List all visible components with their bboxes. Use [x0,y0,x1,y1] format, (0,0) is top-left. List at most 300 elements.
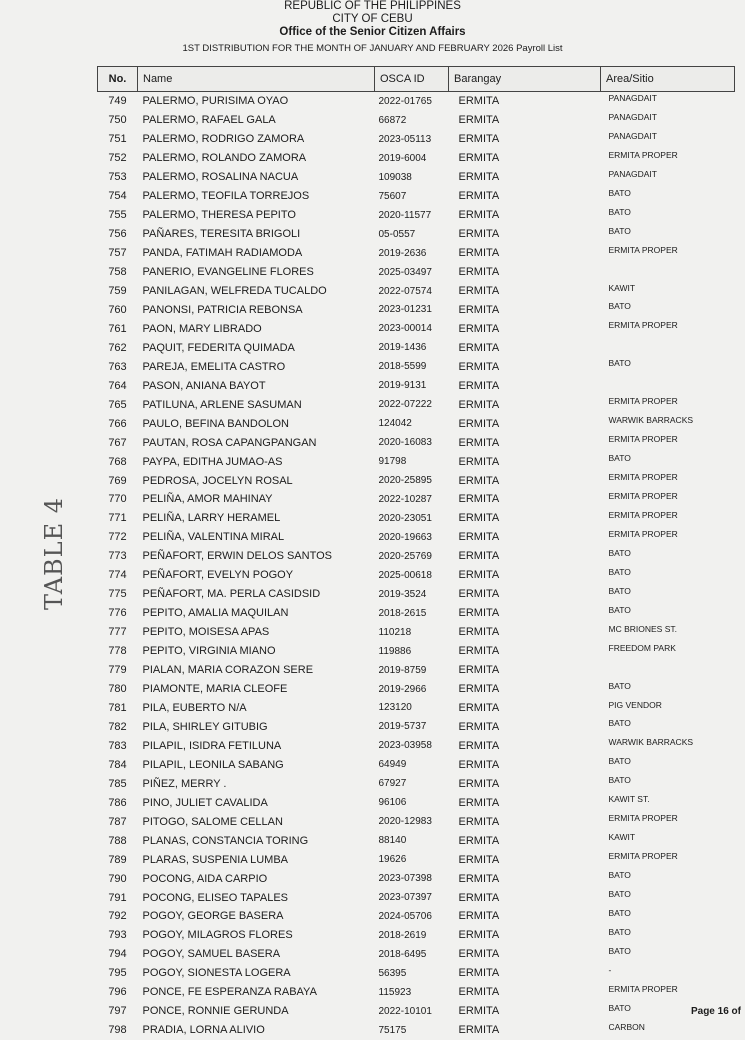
table-row [98,774,735,793]
cell-name: PALERMO, ROSALINA NACUA [142,171,299,184]
table-row [98,149,735,168]
cell-name: PITOGO, SALOME CELLAN [142,815,283,828]
cell-name: PAON, MARY LIBRADO [142,322,262,335]
handwritten-annotation: TABLE 4 [40,496,68,610]
table-row [98,680,735,699]
cell-area: BATO [608,301,631,312]
cell-area: CARBON [608,1021,645,1032]
cell-area: ERMITA PROPER [608,244,678,255]
cell-osca-id: 2023-00014 [378,323,432,335]
cell-name: PAÑARES, TERESITA BRIGOLI [142,228,301,241]
cell-area: BATO [608,206,631,217]
table-row [98,490,735,509]
table-row [98,111,735,130]
cell-barangay: ERMITA [458,891,500,904]
cell-barangay: ERMITA [458,872,500,885]
cell-osca-id: 123120 [378,702,412,714]
cell-area: PANAGDAIT [608,168,657,179]
cell-barangay: ERMITA [458,228,500,241]
cell-name: POCONG, AIDA CARPIO [142,872,268,885]
table-row [98,926,735,945]
cell-name: PAUTAN, ROSA CAPANGPANGAN [142,436,317,449]
page-footer: Page 16 of [690,1006,741,1017]
cell-no: 764 [108,379,127,392]
cell-name: POGOY, MILAGROS FLORES [142,929,293,942]
cell-no: 753 [108,171,127,184]
table-row [98,1002,735,1021]
cell-name: PALERMO, TEOFILA TORREJOS [142,190,310,203]
cell-name: PEÑAFORT, EVELYN POGOY [142,569,294,582]
cell-no: 768 [108,455,127,468]
cell-osca-id: 2020-16083 [378,437,432,449]
cell-no: 791 [108,891,127,904]
cell-osca-id: 2020-11577 [378,209,432,221]
table-row [98,604,735,623]
cell-barangay: ERMITA [458,683,500,696]
cell-osca-id: 2018-2619 [378,929,427,941]
table-row [98,263,735,282]
cell-barangay: ERMITA [458,929,500,942]
cell-name: PALERMO, RODRIGO ZAMORA [142,133,305,146]
cell-osca-id: 2020-25895 [378,475,432,487]
cell-area: BATO [608,945,631,956]
cell-name: POCONG, ELISEO TAPALES [142,891,288,904]
cell-no: 789 [108,853,127,866]
cell-name: PILAPIL, ISIDRA FETILUNA [142,739,282,752]
cell-no: 783 [108,739,127,752]
cell-osca-id: 2023-03958 [378,740,432,752]
col-header-osca: OSCA ID [375,67,449,92]
cell-barangay: ERMITA [458,455,500,468]
table-row [98,907,735,926]
cell-no: 771 [108,512,127,525]
cell-no: 756 [108,228,127,241]
cell-no: 792 [108,910,127,923]
cell-barangay: ERMITA [458,796,500,809]
payroll-table-container [97,66,734,1040]
table-row [98,395,735,414]
cell-barangay: ERMITA [458,1024,500,1037]
cell-barangay: ERMITA [458,341,500,354]
table-row [98,414,735,433]
cell-area: BATO [608,870,631,881]
cell-osca-id: 2022-10287 [378,493,432,505]
cell-area: BATO [608,680,631,691]
table-row [98,338,735,357]
cell-osca-id: 2019-2636 [378,247,427,259]
cell-no: 770 [108,493,127,506]
cell-name: PASON, ANIANA BAYOT [142,379,266,392]
table-row [98,566,735,585]
cell-name: PAYPA, EDITHA JUMAO-AS [142,455,283,468]
cell-osca-id: 2020-12983 [378,816,432,828]
cell-name: PANERIO, EVANGELINE FLORES [142,266,314,279]
table-row [98,623,735,642]
cell-barangay: ERMITA [458,398,500,411]
cell-name: PEPITO, VIRGINIA MIANO [142,645,276,658]
header-distribution: 1ST DISTRIBUTION FOR THE MONTH OF JANUARY AND FEBRUARY 2026 Payroll List [182,43,563,54]
cell-area: KAWIT ST. [608,794,650,805]
cell-barangay: ERMITA [458,777,500,790]
cell-barangay: ERMITA [458,607,500,620]
cell-osca-id: 56395 [378,967,407,979]
cell-osca-id: 91798 [378,456,407,468]
cell-no: 761 [108,322,127,335]
cell-area: BATO [608,585,631,596]
cell-barangay: ERMITA [458,588,500,601]
cell-no: 749 [108,95,127,108]
cell-barangay: ERMITA [458,417,500,430]
cell-barangay: ERMITA [458,436,500,449]
cell-barangay: ERMITA [458,758,500,771]
cell-area: ERMITA PROPER [608,320,678,331]
cell-area: KAWIT [608,282,636,293]
cell-name: PALERMO, ROLANDO ZAMORA [142,152,307,165]
cell-barangay: ERMITA [458,701,500,714]
cell-area: ERMITA PROPER [608,813,678,824]
col-header-name: Name [138,67,375,92]
cell-name: PEDROSA, JOCELYN ROSAL [142,474,293,487]
cell-osca-id: 2019-3524 [378,588,427,600]
cell-osca-id: 2018-5599 [378,361,427,373]
cell-area: ERMITA PROPER [608,491,678,502]
table-row [98,983,735,1002]
cell-barangay: ERMITA [458,190,500,203]
cell-osca-id: 124042 [378,418,412,430]
cell-no: 752 [108,152,127,165]
cell-barangay: ERMITA [458,303,500,316]
cell-osca-id: 2022-10101 [378,1005,432,1017]
cell-area [601,338,735,357]
cell-osca-id: 2019-2966 [378,683,427,695]
cell-name: PALERMO, PURISIMA OYAO [142,95,289,108]
cell-name: PELIÑA, VALENTINA MIRAL [142,531,285,544]
cell-osca-id: 2023-07398 [378,873,432,885]
cell-area: PANAGDAIT [608,111,657,122]
cell-name: PALERMO, THERESA PEPITO [142,209,296,222]
header-city: CITY OF CEBU [332,13,413,25]
table-row [98,736,735,755]
cell-name: PAQUIT, FEDERITA QUIMADA [142,341,295,354]
cell-osca-id: 2019-6004 [378,152,427,164]
cell-no: 790 [108,872,127,885]
cell-osca-id: 2018-6495 [378,948,427,960]
payroll-table [97,66,735,1040]
cell-osca-id: 2025-00618 [378,569,432,581]
table-row [98,661,735,680]
cell-osca-id: 05-0557 [378,228,416,240]
cell-name: PRADIA, LORNA ALIVIO [142,1024,265,1037]
cell-name: PLARAS, SUSPENIA LUMBA [142,853,288,866]
cell-area: BATO [608,889,631,900]
table-row [98,319,735,338]
cell-name: PAREJA, EMELITA CASTRO [142,360,286,373]
cell-osca-id: 19626 [378,854,407,866]
table-row [98,130,735,149]
cell-area: BATO [608,907,631,918]
cell-no: 776 [108,607,127,620]
table-row [98,300,735,319]
cell-no: 760 [108,303,127,316]
cell-osca-id: 115923 [378,986,412,998]
cell-name: PEÑAFORT, ERWIN DELOS SANTOS [142,550,332,563]
cell-no: 780 [108,683,127,696]
cell-name: PANILAGAN, WELFREDA TUCALDO [142,285,327,297]
cell-name: PALERMO, RAFAEL GALA [142,114,276,127]
cell-barangay: ERMITA [458,285,500,297]
cell-osca-id: 2018-2615 [378,607,427,619]
cell-barangay: ERMITA [458,379,500,392]
cell-osca-id: 110218 [378,626,412,638]
cell-barangay: ERMITA [458,266,500,279]
col-header-barangay: Barangay [449,67,601,92]
cell-barangay: ERMITA [458,322,500,335]
cell-osca-id: 2020-19663 [378,531,432,543]
cell-no: 798 [108,1024,127,1037]
table-row [98,244,735,263]
cell-osca-id: 2022-01765 [378,95,432,107]
table-row [98,831,735,850]
table-row [98,168,735,187]
table-row [98,282,735,301]
cell-name: POGOY, SAMUEL BASERA [142,948,281,961]
cell-no: 759 [108,285,127,297]
cell-barangay: ERMITA [458,664,500,677]
table-row [98,869,735,888]
cell-name: PIÑEZ, MERRY . [142,777,227,790]
cell-no: 769 [108,474,127,487]
cell-area: WARWIK BARRACKS [608,415,694,426]
col-header-area: Area/Sitio [601,67,735,92]
cell-osca-id: 2024-05706 [378,910,432,922]
cell-name: PIAMONTE, MARIA CLEOFE [142,683,288,696]
cell-osca-id: 2023-01231 [378,304,432,316]
table-row [98,547,735,566]
table-row [98,225,735,244]
cell-no: 757 [108,247,127,260]
cell-no: 772 [108,531,127,544]
table-row [98,433,735,452]
table-row [98,187,735,206]
table-row [98,452,735,471]
table-row [98,888,735,907]
cell-osca-id: 2019-9131 [378,380,427,392]
cell-no: 781 [108,701,127,714]
cell-no: 786 [108,796,127,809]
cell-area: BATO [608,926,631,937]
cell-area: ERMITA PROPER [608,528,678,539]
cell-osca-id: 2023-07397 [378,892,432,903]
cell-no: 777 [108,626,127,639]
cell-name: POGOY, SIONESTA LOGERA [142,967,291,980]
table-row [98,793,735,812]
cell-name: PONCE, RONNIE GERUNDA [142,1005,289,1018]
cell-area: ERMITA PROPER [608,434,678,445]
cell-osca-id: 75175 [378,1024,407,1036]
table-row [98,509,735,528]
cell-barangay: ERMITA [458,152,500,165]
cell-area [601,661,735,680]
cell-name: PANONSI, PATRICIA REBONSA [142,303,303,316]
cell-name: PEÑAFORT, MA. PERLA CASIDSID [142,588,321,601]
cell-area: BATO [608,566,631,577]
cell-area: BATO [608,225,631,236]
cell-area: BATO [608,756,631,767]
cell-osca-id: 75607 [378,190,407,202]
cell-no: 767 [108,436,127,449]
table-row [98,376,735,395]
cell-osca-id: 67927 [378,778,407,790]
cell-area: ERMITA PROPER [608,396,678,407]
cell-area: PIG VENDOR [608,699,662,710]
cell-barangay: ERMITA [458,95,500,108]
cell-name: PLANAS, CONSTANCIA TORING [142,834,309,847]
cell-area: BATO [608,1002,631,1013]
cell-barangay: ERMITA [458,171,500,184]
cell-barangay: ERMITA [458,834,500,847]
col-header-no: No. [98,67,138,92]
table-row [98,642,735,661]
cell-name: PANDA, FATIMAH RADIAMODA [142,247,303,260]
cell-no: 775 [108,588,127,601]
cell-barangay: ERMITA [458,739,500,752]
cell-no: 751 [108,133,127,146]
cell-name: PELIÑA, LARRY HERAMEL [142,512,281,525]
cell-name: PIALAN, MARIA CORAZON SERE [142,664,314,677]
cell-osca-id: 2022-07222 [378,399,432,411]
cell-no: 763 [108,360,127,373]
cell-no: 784 [108,758,127,771]
header-office: Office of the Senior Citizen Affairs [279,26,466,38]
cell-no: 795 [108,967,127,980]
cell-no: 754 [108,190,127,203]
cell-no: 797 [108,1005,127,1018]
cell-barangay: ERMITA [458,626,500,639]
cell-no: 773 [108,550,127,563]
cell-no: 765 [108,398,127,411]
cell-barangay: ERMITA [458,720,500,733]
cell-barangay: ERMITA [458,247,500,260]
cell-no: 755 [108,209,127,222]
cell-no: 778 [108,645,127,658]
cell-name: PONCE, FE ESPERANZA RABAYA [142,986,317,999]
cell-barangay: ERMITA [458,360,500,373]
cell-osca-id: 2019-1436 [378,342,427,354]
cell-osca-id: 2020-23051 [378,512,432,524]
cell-name: PILAPIL, LEONILA SABANG [142,758,284,771]
cell-no: 758 [108,266,127,279]
table-row [98,755,735,774]
cell-name: PEPITO, AMALIA MAQUILAN [142,607,289,620]
cell-no: 785 [108,777,127,790]
cell-no: 774 [108,569,127,582]
table-row [98,471,735,490]
cell-area: - [608,964,612,975]
table-row [98,528,735,547]
cell-no: 796 [108,986,127,999]
table-row [98,945,735,964]
cell-osca-id: 96106 [378,797,407,809]
cell-barangay: ERMITA [458,815,500,828]
cell-osca-id: 2019-5737 [378,721,427,733]
cell-barangay: ERMITA [458,948,500,961]
cell-no: 793 [108,929,127,942]
cell-osca-id: 2020-25769 [378,550,432,562]
cell-no: 762 [108,341,127,354]
cell-area: WARWIK BARRACKS [608,737,694,748]
cell-area: BATO [608,547,631,558]
cell-name: PAULO, BEFINA BANDOLON [142,417,290,430]
cell-no: 766 [108,417,127,430]
table-row [98,699,735,718]
cell-osca-id: 2023-05113 [378,133,432,145]
cell-barangay: ERMITA [458,474,500,487]
cell-osca-id: 2025-03497 [378,266,432,278]
cell-no: 787 [108,815,127,828]
cell-area: ERMITA PROPER [608,472,678,483]
cell-no: 794 [108,948,127,961]
cell-barangay: ERMITA [458,1005,500,1018]
cell-barangay: ERMITA [458,967,500,980]
cell-name: PEPITO, MOISESA APAS [142,626,270,639]
cell-area: BATO [608,718,631,729]
cell-barangay: ERMITA [458,133,500,146]
cell-barangay: ERMITA [458,645,500,658]
cell-no: 788 [108,834,127,847]
cell-name: PINO, JULIET CAVALIDA [142,796,268,809]
table-header-row [98,67,735,92]
cell-osca-id: 88140 [378,835,407,847]
cell-barangay: ERMITA [458,531,500,544]
cell-barangay: ERMITA [458,986,500,999]
cell-name: PILA, EUBERTO N/A [142,701,247,714]
table-row [98,92,735,111]
cell-name: PATILUNA, ARLENE SASUMAN [142,398,302,411]
table-row [98,964,735,983]
cell-area: ERMITA PROPER [608,149,678,160]
table-row [98,717,735,736]
cell-barangay: ERMITA [458,569,500,582]
cell-area: BATO [608,358,631,369]
cell-barangay: ERMITA [458,209,500,222]
cell-osca-id: 2022-07574 [378,285,432,297]
cell-barangay: ERMITA [458,493,500,506]
cell-barangay: ERMITA [458,512,500,525]
cell-area: KAWIT [608,832,636,843]
cell-area: FREEDOM PARK [608,642,676,653]
header-republic: REPUBLIC OF THE PHILIPPINES [284,0,461,12]
cell-area: ERMITA PROPER [608,983,678,994]
cell-name: POGOY, GEORGE BASERA [142,910,284,923]
cell-osca-id: 2019-8759 [378,664,427,676]
cell-barangay: ERMITA [458,853,500,866]
cell-osca-id: 66872 [378,114,407,126]
table-row [98,357,735,376]
cell-area: ERMITA PROPER [608,509,678,520]
cell-area: BATO [608,187,631,198]
table-row [98,812,735,831]
table-row [98,206,735,225]
cell-barangay: ERMITA [458,550,500,563]
cell-osca-id: 119886 [378,645,412,657]
cell-area: BATO [608,453,631,464]
cell-osca-id: 64949 [378,759,407,771]
cell-no: 779 [108,664,127,677]
cell-area [601,263,735,282]
cell-no: 750 [108,114,127,127]
table-row [98,850,735,869]
cell-no: 782 [108,720,127,733]
